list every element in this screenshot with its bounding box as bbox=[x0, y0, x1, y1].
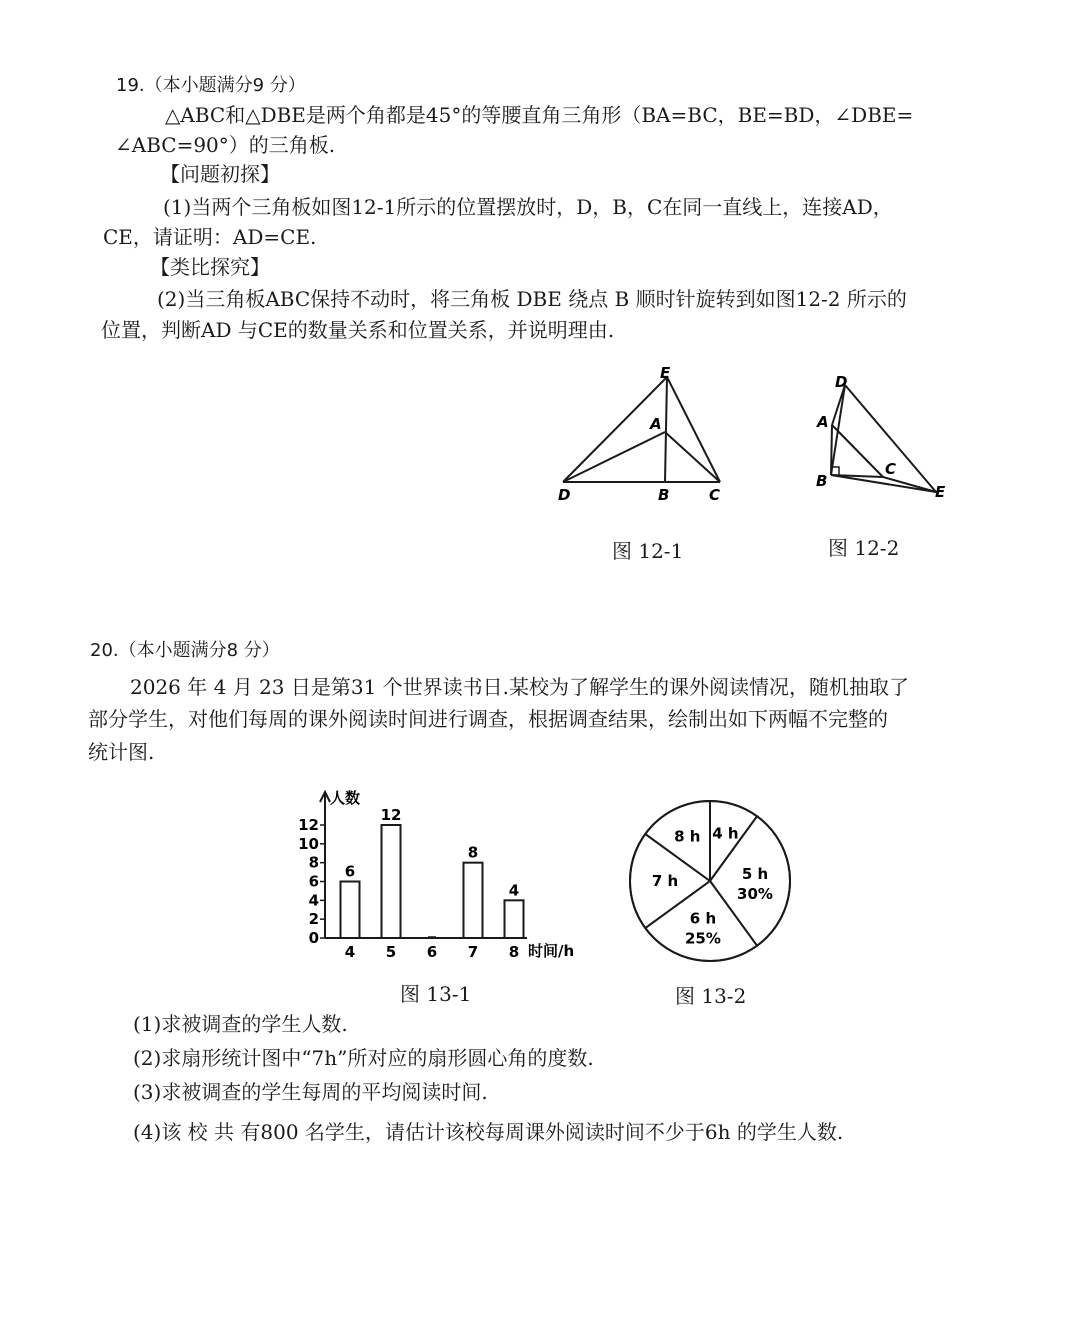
pie-slice-label: 6 h bbox=[689, 909, 717, 928]
q19-part2-line2: 位置，判断AD 与CE的数量关系和位置关系，并说明理由. bbox=[101, 318, 615, 342]
y-axis-title: 人数 bbox=[330, 789, 361, 807]
q20-question-4: (4)该 校 共 有800 名学生，请估计该校每周课外阅读时间不少于6h 的学生人数. bbox=[133, 1120, 844, 1144]
segment-EB bbox=[665, 377, 667, 482]
label-B: B bbox=[658, 486, 670, 504]
figure-12-2-caption: 图 12-2 bbox=[828, 536, 900, 560]
bar-value-label: 6 bbox=[344, 862, 356, 881]
y-tick-label: 4 bbox=[308, 891, 319, 910]
pie-slice-percent: 30% bbox=[737, 885, 773, 903]
q20-question-2: (2)求扇形统计图中“7h”所对应的扇形圆心角的度数. bbox=[133, 1046, 594, 1070]
x-tick-label: 4 bbox=[344, 943, 356, 961]
bar bbox=[382, 825, 401, 938]
figure-13-1-caption: 图 13-1 bbox=[400, 982, 472, 1006]
q20-intro-line1: 2026 年 4 月 23 日是第31 个世界读书日.某校为了解学生的课外阅读情况，随机抽取了 bbox=[130, 675, 910, 699]
pie-slice-label: 8 h bbox=[674, 827, 701, 846]
q20-question-1: (1)求被调查的学生人数. bbox=[133, 1012, 348, 1036]
q20-header: 20.（本小题满分8 分） bbox=[90, 640, 280, 661]
bar bbox=[464, 863, 483, 938]
q19-intro-line1: △ABC和△DBE是两个角都是45°的等腰直角三角形（BA=BC，BE=BD，∠DBE= bbox=[165, 103, 914, 127]
label-A: A bbox=[650, 415, 662, 433]
q19-section1-title: 【问题初探】 bbox=[160, 162, 280, 186]
bar-value-label: 12 bbox=[380, 806, 402, 824]
bar bbox=[341, 882, 360, 939]
q19-section2-title: 【类比探究】 bbox=[150, 255, 270, 279]
label-D: D bbox=[558, 486, 571, 504]
y-tick-label: 10 bbox=[298, 834, 319, 853]
label-D: D bbox=[835, 373, 848, 391]
y-tick-label: 12 bbox=[298, 816, 319, 834]
segment-AD bbox=[832, 385, 845, 425]
pie-slice-percent: 25% bbox=[685, 929, 721, 948]
pie-slice-label: 5 h bbox=[741, 865, 769, 883]
figure-12-1-caption: 图 12-1 bbox=[612, 539, 684, 563]
y-tick-label: 0 bbox=[308, 929, 319, 947]
segment-EC bbox=[667, 377, 720, 482]
bar-value-label: 8 bbox=[467, 843, 479, 862]
label-B: B bbox=[816, 472, 828, 490]
bar bbox=[505, 900, 524, 938]
x-tick-label: 7 bbox=[467, 943, 479, 961]
figure-12-1 bbox=[550, 360, 740, 510]
x-tick-label: 5 bbox=[385, 943, 397, 961]
label-A: A bbox=[817, 413, 829, 431]
q20-intro-line3: 统计图. bbox=[88, 740, 155, 764]
y-tick-label: 6 bbox=[308, 872, 319, 891]
segment-AC bbox=[665, 432, 720, 482]
q19-part1-line1: (1)当两个三角板如图12-1所示的位置摆放时，D，B，C在同一直线上，连接AD， bbox=[163, 195, 893, 219]
q19-part2-line1: (2)当三角板ABC保持不动时，将三角板 DBE 绕点 B 顺时针旋转到如图12-2 所示的 bbox=[157, 287, 907, 311]
label-C: C bbox=[885, 460, 897, 478]
label-E: E bbox=[660, 364, 671, 382]
x-tick-label: 6 bbox=[426, 943, 438, 961]
segment-DA bbox=[563, 432, 665, 482]
q19-part1-line2: CE，请证明：AD=CE. bbox=[103, 225, 317, 249]
y-tick-label: 8 bbox=[308, 853, 319, 872]
q20-intro-line2: 部分学生，对他们每周的课外阅读时间进行调查，根据调查结果，绘制出如下两幅不完整的 bbox=[88, 707, 888, 731]
pie-slice-label: 7 h bbox=[651, 872, 679, 890]
label-E: E bbox=[935, 483, 946, 501]
q19-intro-line2: ∠ABC=90°）的三角板. bbox=[115, 133, 336, 157]
q19-header: 19.（本小题满分9 分） bbox=[116, 75, 306, 96]
bar-chart bbox=[295, 780, 595, 970]
label-C: C bbox=[709, 486, 721, 504]
x-tick-label: 8 bbox=[508, 943, 520, 961]
bar-value-label: 4 bbox=[508, 881, 520, 900]
x-axis-title: 时间/h bbox=[528, 942, 575, 960]
pie-slice-label: 4 h bbox=[712, 824, 739, 843]
pie-chart bbox=[625, 796, 795, 966]
figure-13-2-caption: 图 13-2 bbox=[675, 984, 747, 1008]
y-tick-label: 2 bbox=[308, 910, 319, 929]
figure-12-2 bbox=[810, 365, 960, 510]
q20-question-3: (3)求被调查的学生每周的平均阅读时间. bbox=[133, 1080, 488, 1104]
